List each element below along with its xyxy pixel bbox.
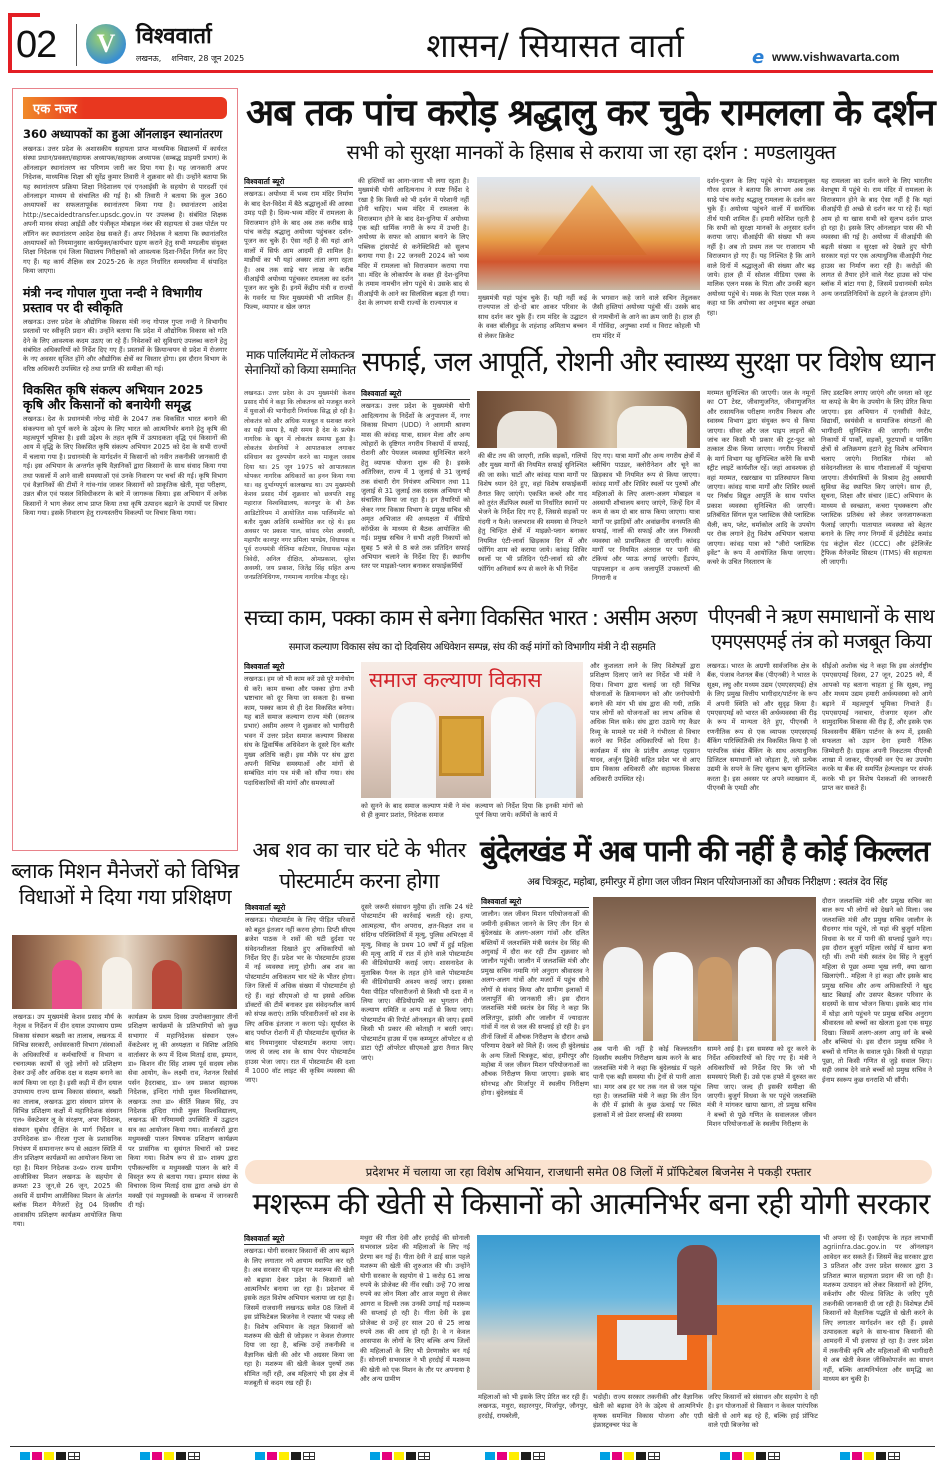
bundelkhand-headline: बुंदेलखंड में अब पानी की नहीं है कोई किल्लत — [480, 834, 929, 868]
color-swatch — [382, 1452, 392, 1460]
color-swatch — [612, 1452, 622, 1460]
registration-mark-group — [140, 1452, 200, 1460]
article-column: के भगवान कहे जाने वाले सचिन तेंदुलकर जैसी हस्तियां अयोध्या पहुंची थीं। उसके बाद से नामचीनों के आने का क्रम जारी है। हाल ही में गोविंदा, अनुष्का शर्मा व विराट कोहली भी राम मंदिर में — [592, 294, 700, 340]
section-title: शासन/ सियासत वार्ता — [426, 26, 684, 65]
block-mission-headline: ब्लाक मिशन मैनेजरों को विभिन्न विधाओं मे दिया गया प्रशिक्षण — [11, 859, 239, 910]
minister-village-photo — [593, 897, 816, 1041]
globe-v-logo: V — [86, 24, 126, 64]
article-column: सीईओ अशोक चंद्र ने कहा कि इस अंतर्राष्ट्रीय एमएसएमई दिवस, 27 जून, 2025 को, मैं आपको यह बताना चाहता हूं कि सूक्ष्म, लघु और मध्यम उद्यम हमारी अर्थव्यवस्था को आगे बढ़ाने में महत्वपूर्ण भूमिका निभाते हैं। एमएसएमई नवाचार, रोजगार सृजन और सामुदायिक विकास की रीढ़ हैं, और इसके एक विश्वसनीय बैंकिंग पार्टनर के रूप में, इसकी सफलता को उड़ान देना हमारी नैतिक जिम्मेदारी है। ग्राहक अपनी निकटतम पीएनबी शाखा में जाकर, पीएनबी वन ऐप का उपयोग करके या बैंक की समर्पित हेल्पलाइन पर संपर्क करके भी इन विशेष पेशकशों की जानकारी प्राप्त कर सकते हैं। — [822, 662, 932, 793]
postmortem-headline: अब शव का चार घंटे के भीतर — [252, 838, 466, 862]
article-column: यह रामलला का दर्शन करने के लिए भारतीय वेशभूषा में पहुंचे थे। राम मंदिर में रामलला के विराजमान होने के बाद ऐसा नहीं है कि यहां वीआईपी ही अच्छे से दर्शन कर पा रहे हैं। यहां आम हो या खास सभी को सुलभ दर्शन प्राप्त हो रहा है। इसके लिए ऑनलाइन पास की भी व्यवस्था की गई है। अयोध्या में वीआईपी की बढ़ती संख्या व सुरक्षा को देखते हुए योगी सरकार यहां पर एक अत्याधुनिक वीआईपी गेस्ट हाउस का निर्माण करा रही है। करोड़ों की लागत से तैयार होने वाले गेस्ट हाउस को पांच ब्लॉक में बांटा गया है, जिसमें प्रधानमंत्री समेत अन्य जनप्रतिनिधियों के ठहरने के इंतजाम होंगे। — [821, 177, 932, 298]
divider — [76, 24, 77, 66]
byline: विश्ववार्ता ब्यूरो — [361, 389, 470, 400]
color-swatch — [864, 1452, 874, 1460]
color-swatch — [140, 1452, 150, 1460]
article-column: महिलाओं को भी इसके लिए प्रेरित कर रही हैं। लखनऊ, मथुरा, सहारनपुर, मिर्जापुर, जौनपुर, हरदोई, रायबरेली, — [478, 1393, 588, 1420]
registration-mark-group — [720, 1452, 780, 1460]
color-swatch — [720, 1452, 730, 1460]
color-swatch — [744, 1452, 754, 1460]
pnb-headline: पीएनबी ने ऋण समाधानों के साथ एमएसएमई तंत्र को मजबूत किया — [708, 604, 934, 653]
color-swatch — [291, 1452, 301, 1460]
felicitation-photo — [361, 662, 583, 798]
sidebar-body: लखनऊ। देश के प्रधानमंत्री नरेन्द्र मोदी के 2047 तक विकसित भारत बनाने की संकल्पना को पूर्ण करने के उद्देश्य के लिए भारत को आत्मनिर्भर बनाने हेतु कृषि की महत्वपूर्ण भूमिका है। इसी उद्देश्य के तहत कृषि में उत्पादकता वृद्धि एवं किसानों की आय में वृद्धि के लिए विकसित कृषि संकल्प अभियान 2025 को देश के सभी राज्यों में चलाया गया है। प्रधानमंत्री के मार्गदर्शन में किसानों को नवीन तकनीकी जानकारी दी गई। इस अभियान के अन्तर्गत कृषि वैज्ञानिकों द्वारा किसानों के साथ संवाद किया गया तथा फसलों में आने वाली समस्याओं एवं उनके निवारण पर चर्चा की गई। कृषि विभाग एवं वैज्ञानिकों की टीमों ने गांव-गांव जाकर किसानों को प्राकृतिक खेती, मृदा परीक्षण, उन्नत बीज एवं फसल विविधीकरण के बारे में जागरूक किया। इस अभियान में अनेक किसानों ने भाग लेकर लाभ प्राप्त किया तथा कृषि उत्पादन बढ़ाने के उपायों पर विचार किया गया। इसके निवारण हेतु राज्यस्तरीय विकल्पों पर विचार किया गया। — [23, 415, 227, 518]
article-column: लखनऊ। उत्तर प्रदेश के उप मुख्यमंत्री केशव प्रसाद मौर्य ने कहा कि लोकतन्त्र को मजबूत करने में युवाओं की भागीदारी निर्णायक सिद्ध हो रही है। लोकतंत्र को और अधिक मजबूत व सशक्त करने का यही समय है, यही समय है देश के प्रत्येक नागरिक के खून में लोकतंत्र समाया हुआ है। लोकतंत्र सेनानियों ने आपातकाल लगाकर संविधान का दुरुपयोग करने का माकूल जवाब दिया था। 25 जून 1975 को आपातकाल थोपकर नागरिक अधिकारों का हनन किया गया था। वह दुर्भाग्यपूर्ण कालखण्ड था। उप मुख्यमंत्री केशव प्रसाद मौर्य शुक्रवार को छत्रपति शाहू महाराज विश्वविद्यालय, कानपुर के बी ठेक आडिटोरियम में आयोजित माक पार्लियामेंट को बतौर मुख्य अतिथि सम्बोधित कर रहे थे। इस अवसर पर प्रकाश पाल, सांसद रमेश अवस्थी, महापौर कानपुर नगर प्रमिला पाण्डेय, विधायक व पूर्व राज्यमंत्री नीलिमा कटियार, विधायक महेश त्रिवेदी, अनिल दीक्षित, ओमप्रकाश, सुरेश अवस्थी, जय प्रकाश, जितेंद्र सिंह सहित अन्य जनप्रतिनिधिगण, गणमान्य नागरिक मौजूद रहे। — [244, 390, 355, 582]
crosshair-mark — [418, 1452, 430, 1460]
color-swatch — [279, 1452, 289, 1460]
byline: विश्ववार्ता ब्यूरो — [244, 1234, 354, 1245]
article-column: दौरान जलशक्ति मंत्री और प्रमुख सचिव का बाल रूप भी लोगों को देखने को मिला। जब जलशक्ति मंत्री और प्रमुख सचिव जालौन के सैदनगर गांव पहुंचे, तो यहां की बुजुर्ग महिला विधवा के घर में पानी की सप्लाई पूछने गए। इस दौरान बुजुर्ग महिला रसोई में खाना बना रही थीं। तभी मंत्री स्वतंत्र देव सिंह ने बुजुर्ग महिला से पूछा अम्मा भूख लगी, क्या खाना खिलाएंगी.. महिला ने हां कहा और इसके बाद प्रमुख सचिव और अन्य अधिकारियों ने खुद खाट बिछाई और उसपर बैठकर परिवार के सदस्यों के साथ भोजन किया। इसके बाद गांव में थोड़ा आगे पहुंचने पर प्रमुख सचिव अनुराग श्रीवास्तव को बच्चों का खेलता हुआ एक समूह दिखा। जिसमें अलग-अलग आयु वर्ग के बच्चे और बच्चियां थे। इस दौरान प्रमुख सचिव ने बच्चों से गणित के सवाल पूछे। किसी से पहाड़ा पूछा, तो किसी गणित से जुड़े सवाल किए। सही जवाब देने वाले बच्चों को प्रमुख सचिव ने ईनाम स्वरूप कुछ धनराशि भी सौंपी। — [822, 897, 932, 1084]
crosshair-mark — [188, 1452, 200, 1460]
color-swatch — [255, 1452, 265, 1460]
color-swatch — [370, 1452, 380, 1460]
article-column: को सुनने के बाद समाज कल्याण मंत्री ने मंच से ही कुमार प्रशांत, निदेशक समाज — [361, 802, 470, 820]
article-column: जरिए किसानों को संसाधन और सहयोग दे रही है। इन योजनाओं से किसान न केवल पारंपरिक खेती से आगे बढ़ रहे हैं, बल्कि हाई प्रॉफिट वाले एग्री बिजनेस को — [708, 1393, 818, 1430]
mushroom-kicker: प्रदेशभर में चलाया जा रहा विशेष अभियान, राजधानी समेत 08 जिलों में प्रॉफिटेबल बिजनेस ने पकड़ी रफ्तार — [245, 1160, 932, 1184]
color-swatch — [756, 1452, 766, 1460]
byline: विश्ववार्ता ब्यूरो — [245, 903, 355, 914]
color-swatch — [485, 1452, 495, 1460]
mushroom-headline: मशरूम की खेती से किसानों को आत्मनिर्भर बना रही योगी सरकार — [252, 1187, 930, 1222]
article-column: लिए डस्टबिन लगाए जाएंगे और जनता को जूट या कपड़े के बैग के उपयोग के लिए प्रेरित किया जाएगा। इस अभियान में एनसीसी कैडेट, विद्यार्थी, स्वयंसेवी व सामाजिक संगठनों की भागीदारी सुनिश्चित की जाएगी। नगरीय निकायों में पार्कों, सड़कों, फुटपाथों व पार्किंग क्षेत्रों से अतिक्रमण हटाने हेतु विशेष अभियान चलाए जाएंगे। निराश्रित गोवंश को संवेदनशीलता के साथ गौशालाओं में पहुंचाया जाएगा। तीर्थयात्रियों के विश्राम हेतु अस्थायी सुविधा केंद्र स्थापित किए जाएंगे। साथ ही, सूचना, शिक्षा और संचार (IEC) अभियान के माध्यम से स्वच्छता, कचरा पृथक्करण और प्लास्टिक प्रतिबंध को लेकर जनजागरूकता फैलाई जाएगी। यातायात व्यवस्था को बेहतर बनाने के लिए नगर निगमों में इंटीग्रेटेड कमांड एंड कंट्रोल सेंटर (ICCC) और इंटेलिजेंट ट्रैफिक मैनेजमेंट सिस्टम (ITMS) की सहायता ली जाएगी। — [821, 389, 932, 567]
color-swatch — [852, 1452, 862, 1460]
registration-mark-group — [840, 1452, 900, 1460]
registration-mark-group — [600, 1452, 660, 1460]
byline: विश्ववार्ता ब्यूरो — [244, 177, 353, 188]
registration-mark-group — [370, 1452, 430, 1460]
crosshair-mark — [648, 1452, 660, 1460]
color-swatch — [176, 1452, 186, 1460]
byline: विश्ववार्ता ब्यूरो — [244, 662, 354, 673]
registration-mark-group — [255, 1452, 315, 1460]
mushroom-farm-photo — [477, 1235, 820, 1390]
article-column: भदोही। राज्य सरकार तकनीकी और वैज्ञानिक खेती को बढ़ावा देने के उद्देश्य से आत्मनिर्भर कृषक समन्वित विकास योजना और एग्री इंफ्रास्ट्रक्चर फंड के — [593, 1393, 703, 1430]
asim-headline: सच्चा काम, पक्का काम से बनेगा विकसित भारत : असीम अरुण — [244, 606, 697, 631]
color-swatch — [636, 1452, 646, 1460]
ram-temple-photo — [477, 177, 700, 290]
article-column: कार्यक्रम के प्रथम दिवस उपरोक्तानुसार तीनों प्रशिक्षण कार्यक्रमों के प्रतिभागियों को कुछ सभागार में महानिदेशक संस्थान एल० वेंकटेश्वर लू की अध्यक्षता व विशिष्ट अतिथि वार्ताकार के रूप में दिव्य मिताई दास, इम्पान, डा० किशन वीर सिंह शाक्य पूर्व सदस्य लोक सेवा आयोग, के० लक्ष्मी राव, नेशनल रिसोर्स पर्सन हैदराबाद, डा० जय प्रकाश सहायक निदेशक, इन्दिरा गांधी मुक्त विश्वविद्यालय, लखनऊ तथा डा० कीर्ति विक्रम सिंह, उप निदेशक इन्दिरा गांधी मुक्त विश्वविद्यालय, लखनऊ की गरिमामयी उपस्थिति में उद्घाटन सत्र का आयोजन किया गया। वार्ताकारों द्वारा मधुमक्खी पालन विषयक प्रशिक्षण कार्यक्रम पर प्रासंगिक या सुसंगत विचारों को प्रकट किया गया। विशेष रूप से डा० शाक्य द्वारा एपीकल्चरिंग व मधुमक्खी पालन के बारे में विस्तृत रूप से बताया गया। इम्पान संस्था के विचारक दिव्य मिताई दास द्वारा अच्छे ढंग से मक्खी एवं मधुमक्खी के सम्बन्ध में जानकारी दी गई। — [128, 1013, 238, 1210]
color-swatch — [509, 1452, 519, 1460]
training-photo — [12, 935, 237, 1009]
article-column: भी अपना रहे हैं। एआईएफ के तहत लाभार्थी agriinfra.dac.gov.in पर ऑनलाइन आवेदन कर सकते हैं। जिसमें केंद्र सरकार द्वारा 3 प्रतिशत और उत्तर प्रदेश सरकार द्वारा 3 प्रतिशत ब्याज सहायता प्रदान की जा रही है। मशरूम उत्पादन को लेकर किसानों को ट्रेनिंग, वर्कशॉप और फील्ड विजिट के जरिए पूरी तकनीकी जानकारी दी जा रही है। विशेषज्ञ टीमें किसानों को वैज्ञानिक पद्धति से खेती करने के लिए लगातार मार्गदर्शन कर रही हैं। इससे उत्पादकता बढ़ने के साथ-साथ किसानों की आमदनी में भी इजाफा हो रहा है। उत्तर प्रदेश में तकनीकी कृषि और महिलाओं की भागीदारी से अब खेती केवल जीविकोपार्जन का साधन नहीं, बल्कि आत्मनिर्भरता और समृद्धि का माध्यम बन चुकी है। — [823, 1234, 933, 1384]
lead-headline: अब तक पांच करोड़ श्रद्धालु कर चुके रामलला के दर्शन — [246, 91, 935, 134]
byline: विश्ववार्ता ब्यूरो — [481, 897, 589, 908]
sidebar-body: लखनऊ। उत्तर प्रदेश के अशासकीय सहायता प्राप्त माध्यमिक विद्यालयों में कार्यरत संस्था प्रधान/प्रवक्ता/सहायक अध्यापक/सहायक अध्यापक (सम्बद्ध प्राइमरी प्रभाग) के ऑनलाइन स्थानांतरण का परिणाम जारी कर दिया गया है। यह जानकारी अपर निदेशक, माध्यमिक शिक्षा श्री सुरेंद्र कुमार तिवारी ने शुक्रवार को दी। उन्होंने बताया कि यह स्थानांतरण प्रक्रिया शिक्षा निदेशालय एवं एनआईसी के सहयोग से पारदर्शी एवं ऑनलाइन माध्यम से संचालित की गई है। श्री तिवारी ने बताया कि कुल 360 अध्यापकों का सफलतापूर्वक स्थानांतरण किया गया है। स्थानांतरण आदेश http://secaidedtransfer.upsdc.gov.in पर उपलब्ध है। संबंधित शिक्षक अपनी मानव संपदा आईडी और पंजीकृत मोबाइल नंबर की सहायता से उक्त पोर्टल पर लॉगिन कर स्थानांतरण आदेश देख सकते हैं। अपर निदेशक ने बताया कि स्थानांतरित अध्यापकों को नियमानुसार कार्यमुक्त/कार्यभार ग्रहण कराने हेतु सभी मण्डलीय संयुक्त शिक्षा निदेशक एवं जिला विद्यालय निरीक्षकों को आवश्यक दिशा-निर्देश निर्गत कर दिए गए हैं। यह कार्य शैक्षिक सत्र 2025-26 के तहत निर्धारित समयसीमा में संपादित किया जाएगा। — [23, 145, 227, 276]
asim-subheadline: समाज कल्याण विकास संघ का दो दिवसिय अधिवेशन सम्पन्न, संघ की कई मांगों को विभागीय मंत्री ने दी सहमति — [288, 642, 656, 653]
article-column: मथुरा की गीता देवी और हरदोई की सोनाली सभरवाल प्रदेश की महिलाओं के लिए नई प्रेरणा बन गई हैं। गीता देवी ने ढाई साल पहले मशरूम की खेती की शुरुआत की थी। उन्होंने योगी सरकार के सहयोग से 1 करोड़ 61 लाख रुपये के प्रोजेक्ट की नींव रखी। उन्हें 70 लाख रुपये का लोन मिला और आज मथुरा से लेकर आगरा व दिल्ली तक उनकी उगाई गई मशरूम की सप्लाई हो रही है। गीता देवी के इस प्रोजेक्ट से उन्हें हर साल 20 से 25 लाख रुपये तक की आय हो रही है। वे न केवल आसपास के लोगों के लिए बल्कि अन्य जिलों की महिलाओं के लिए भी प्रेरणास्रोत बन गई हैं। सोनाली सभरवाल ने भी हरदोई में मशरूम की खेती को एक मिशन के तौर पर अपनाया है और अन्य ग्रामीण — [360, 1234, 470, 1384]
article-column: मरम्मत सुनिश्चित की जाएगी। जल के नमूनों का OT टेस्ट, जीवाणुजनित, जीवाणुजनित और रासायनिक परीक्षण नगरीय निकाय और स्वास्थ्य विभाग द्वारा संयुक्त रूप से किया जाएगा। सीवर और जल पाइप लाइनों की जांच कर किसी भी प्रकार की टूट-फूट को तत्काल ठीक किया जाएगा। नगरीय निकायों के मार्ग विभाग यह सुनिश्चित करेंगे कि सभी स्ट्रीट लाइटें कार्यशील रहें। जहां आवश्यक हो वहां मरम्मत, रखरखाव या प्रतिस्थापन किया जाएगा। कांवड़ यात्रा मार्गों और शिविर स्थलों पर निर्बाध विद्युत आपूर्ति के साथ पर्याप्त प्रकाश व्यवस्था सुनिश्चित की जाएगी। प्रतिबंधित सिंगल यूज प्लास्टिक जैसे प्लास्टिक थैली, कप, प्लेट, थर्माकोल आदि के उपयोग पर रोक लगाने हेतु विशेष अभियान चलाया जाएगा। कांवड़ यात्रा को "जीरो प्लास्टिक इवेंट" के रूप में आयोजित किया जाएगा। कचरे के उचित निस्तारण के — [707, 389, 815, 567]
article-column: दिए गए। यात्रा मार्गों और अन्य नगरीय क्षेत्रों में ब्लीचिंग पाउडर, क्लोरीनेशन और चूने का छिड़काव भी नियमित रूप से किया जाएगा। कांवड़ मार्गों और शिविर स्थलों पर पुरुषों और महिलाओं के लिए अलग-अलग मोबाइल व अस्थायी शौचालय बनाए जाएंगे, जिन्हें दिन में कम से कम दो बार साफ किया जाएगा। यात्रा मार्गों पर झाड़ियों और अवांछनीय वनस्पति की सफाई, नालों की सफाई और जल निकासी व्यवस्था को प्राथमिकता दी जाएगी। कांवड़ मार्गों पर नियमित अंतराल पर पानी की टंकियां और प्याऊ लगाई जाएंगी। हैंडपंप, पाइपलाइन व अन्य जलापूर्ति उपकरणों की निगरानी व — [592, 452, 700, 583]
article-column: विश्ववार्ता ब्यूरो लखनऊ। उत्तर प्रदेश के मुख्यमंत्री योगी आदित्यनाथ के निर्देशों के अनुपालन में, नगर विकास विभाग (UDD) ने आगामी श्रावण मास की कांवड़ यात्रा, सावन मेला और अन्य त्योहारों के दृष्टिगत नगरीय निकायों में सफाई, रोशनी और पेयजल व्यवस्था सुनिश्चित करने हेतु व्यापक योजना शुरू की है। इसके अतिरिक्त, राज्य में 1 जुलाई से 31 जुलाई तक संचारी रोग नियंत्रण अभियान तथा 11 जुलाई से 31 जुलाई तक दस्तक अभियान भी संचालित किया जा रहा है। इन तैयारियों को लेकर नगर विकास विभाग के प्रमुख सचिव श्री अमृत अभिजात की अध्यक्षता में वीडियो कॉन्फ्रेंस के माध्यम से बैठक आयोजित की गई। प्रमुख सचिव ने सभी शहरी निकायों को सुबह 5 बजे से 8 बजे तक प्रतिदिन सफाई अभियान चलाने के निर्देश दिए हैं। स्थानीय स्तर पर माइक्रो-प्लान बनाकर सफाईकर्मियों — [361, 389, 470, 571]
color-swatch — [32, 1452, 42, 1460]
article-column: और कुशलता लाने के लिए विशेषज्ञों द्वारा प्रशिक्षण दिलाए जाने का निर्देश भी मंत्री ने दिया। विभाग द्वारा चलाई जा रही विभिन्न योजनाओं के क्रियान्वयन को और जनोपयोगी बनाने की मांग भी संघ द्वारा की गयी, ताकि पात्र लोगों को योजनाओं का लाभ अधिक से अधिक मिल सके। संघ द्वारा उठाये गए कैडर रिव्यू के मामले पर मंत्री ने गंभीरता से विचार करने का निर्देश अधिकारियों को दिया है। कार्यक्रम में संघ के प्रांतीय अध्यक्ष एहसान यादव, अर्जुन द्विवेदी सहित प्रदेश भर से आए ग्राम विकास अधिकारी और सहायक विकास अधिकारी उपस्थित रहे। — [590, 662, 700, 783]
sidebar-headline: मंत्री नन्द गोपाल गुप्ता नन्दी ने विभागीय प्रस्ताव पर दी स्वीकृति — [23, 284, 202, 315]
masthead-top-accent — [8, 13, 40, 17]
ek-nazar-box — [12, 88, 238, 851]
banner-text: समाज कल्याण विकास — [369, 668, 542, 692]
safai-headline: सफाई, जल आपूर्ति, रोशनी और स्वास्थ्य सुरक्षा पर विशेष ध्यान — [362, 346, 935, 378]
color-swatch — [56, 1452, 66, 1460]
mock-parliament-headline: माक पार्लियामेंट में लोकतन्त्र सेनानियों को किया सम्मानित — [244, 348, 356, 377]
article-column: दर्शन-पूजन के लिए पहुंचे थे। मण्डलायुक्त गौरव दयाल ने बताया कि लगभग अब तक साढ़े पांच करोड़ श्रद्धालु रामलला के दर्शन कर चुके हैं। अयोध्या पहुंचने वालों में सर्वाधिक तीर्थ यात्री शामिल हैं। हमारी कोशिश रहती है कि सभी को सुरक्षा मानकों के अनुसार दर्शन कराया जाए। वीआईपी की संख्या भी कम नहीं है। अब तो प्रथम तल पर राजाराम भी विराजमान हो गए हैं। यह निश्चित है कि आने वाले दिनों में श्रद्धालुओं की संख्या और बढ़ जाये। हाल ही में सोशल मीडिया एक्स के मालिक एलन मस्क के पिता और उनकी बहन अयोध्या पहुंचे थे। मस्क के पिता एरल मस्क ने कहा था कि अयोध्या का अनुभव बहुत अच्छा रहा। — [707, 177, 815, 317]
website-link[interactable]: www.vishwavarta.com — [772, 50, 900, 64]
article-column: विश्ववार्ता ब्यूरो लखनऊ। हम जो भी काम करें उसे पूरे मनोयोग से करें। काम सच्चा और पक्का होगा तभी भ्रष्टाचार को दूर किया जा सकता है। सच्चा काम, पक्का काम से ही देश विकसित बनेगा। यह बातें समाज कल्याण राज्य मंत्री (स्वतन्त्र प्रभार) असीम अरुण ने शुक्रवार को भागीदारी भवन में उत्तर प्रदेश समाज कल्याण विकास संघ के द्विवार्षिक अधिवेशन के दूसरे दिन बतौर मुख्य अतिथि कही। इस मौके पर संघ द्वारा अपनी विभिन्न समस्याओं और मांगों से सम्बंधित मांग पत्र मंत्री को सौंपा गया। संघ पदाधिकारियों की मांगों और समस्याओं — [244, 662, 354, 787]
postmortem-headline: पोस्टमार्टम करना होगा — [279, 869, 439, 893]
color-swatch — [497, 1452, 507, 1460]
color-swatch — [394, 1452, 404, 1460]
crosshair-mark — [533, 1452, 545, 1460]
color-swatch — [164, 1452, 174, 1460]
dateline: लखनऊ, शनिवार, 28 जून 2025 — [136, 54, 245, 63]
crosshair-mark — [888, 1452, 900, 1460]
article-column: विश्ववार्ता ब्यूरो जालौन। जल जीवन मिशन परियोजनाओं की जमीनी हकीकत जानने के लिए तीन दिन से बुंदेलखंड के अलग-अलग गांवों और दलित बस्तियों में जलशक्ति मंत्री स्वतंत्र देव सिंह की अगुवाई में दौरा कर रही टीम शुक्रवार को जालौन पहुंची। जालौन में जलशक्ति मंत्री और प्रमुख सचिव नमामि गंगे अनुराग श्रीवास्तव ने अलग-अलग गांवों और मजरों में पहुंच सीधे लोगों से संवाद किया और ग्रामीण इलाकों में जलापूर्ति की जानकारी ली। इस दौरान जलशक्ति मंत्री स्वतंत्र देव सिंह ने कहा कि ललितपुर, झांसी और जालौन में ज्यादातर गांवों में नल से जल की सप्लाई हो रही है। इन तीनों जिलों में औचक निरीक्षण के दौरान अच्छे परिणाम देखने को मिले हैं। जल्द ही बुंदेलखंड के अन्य जिलों चित्रकूट, बांदा, हमीरपुर और महोबा में जल जीवन मिशन परियोजनाओं का औचक निरीक्षण किया जाएगा। इसके बाद सोनभद्र और मिर्जापुर में स्थलीय निरीक्षण होगा। बुंदेलखंड में — [481, 897, 589, 1098]
sidebar-headline: विकसित कृषि संकल्प अभियान 2025 कृषि और किसानों को बनायेगी समृद्ध — [23, 382, 204, 413]
bundelkhand-subheadline: अब चित्रकूट, महोबा, हमीरपुर में होगा जल जीवन मिशन परियोजनाओं का औचक निरीक्षण : स्वतंत्र देव सिंह — [526, 877, 888, 888]
meeting-photo — [477, 391, 700, 448]
page-number: 02 — [16, 24, 57, 66]
color-swatch — [20, 1452, 30, 1460]
sidebar-body: लखनऊ। उत्तर प्रदेश के औद्योगिक विकास मंत्री नन्द गोपाल गुप्ता नन्दी ने विभागीय प्रस्तावों पर स्वीकृति प्रदान की। उन्होंने बताया कि प्रदेश में औद्योगिक विकास को गति देने के लिए आवश्यक कदम उठाए जा रहे हैं। निवेशकों को सुविधाएं उपलब्ध कराने हेतु संबंधित अधिकारियों को निर्देश दिए गए हैं। प्रस्तावों के क्रियान्वयन से प्रदेश में रोजगार के नए अवसर सृजित होंगे और औद्योगिक क्षेत्रों का विस्तार होगा। इस दौरान विभाग के वरिष्ठ अधिकारी उपस्थित रहे तथा प्रगति की समीक्षा की गई। — [23, 317, 227, 373]
lead-subheadline: सभी को सुरक्षा मानकों के हिसाब से कराया जा रहा दर्शन : मण्डलायुक्त — [346, 140, 836, 164]
browser-e-icon: e — [752, 47, 765, 68]
article-column: मुख्यमंत्री यहां पहुंच चुके हैं। यही नहीं कई राज्यपाल तो दो-दो बार आकर परिवार के साथ दर्शन कर चुके हैं। राम मंदिर के उद्घाटन के वक्त बॉलीवुड के शहंशाह अमिताभ बच्चन से लेकर क्रिकेट — [478, 294, 587, 340]
color-swatch — [267, 1452, 277, 1460]
crosshair-mark — [768, 1452, 780, 1460]
crosshair-mark — [303, 1452, 315, 1460]
article-column: सामने आई है। इस समस्या को दूर करने के निर्देश अधिकारियों को दिए गए हैं। मंत्री ने अधिकारियों को निर्देश दिए कि जो भी समस्याएं मिली हैं। उसे एक हफ्ते में दुरुस्त कर लिया जाए। जल्द ही इसकी समीक्षा की जाएगी। बुजुर्ग विधवा के घर पहुंचे जलशक्ति मंत्री ने मांगकर खाया खाना, तो प्रमुख सचिव ने बच्चों से पूछे गणित के सवालजल जीवन मिशन परियोजनाओं के स्थलीय निरीक्षण के — [707, 1045, 816, 1129]
registration-mark-group — [485, 1452, 545, 1460]
sidebar-headline: 360 अध्यापकों का हुआ ऑनलाइन स्थानांतरण — [23, 127, 223, 141]
article-column: विश्ववार्ता ब्यूरो लखनऊ। अयोध्या में भव्य राम मंदिर निर्माण के बाद देश-विदेश में बैठे श्रद्धालुओं की आस्था उमड़ पड़ी है। दिव्य-भव्य मंदिर में रामलला के विराजमान होने के बाद अब तक करीब साढ़े पांच करोड़ श्रद्धालु अयोध्या पहुंचकर दर्शन-पूजन कर चुके हैं। ऐसा नहीं है की यहां आने वालों में सिर्फ आम आदमी ही शामिल है। मान्नीयों का भी यहां अक्सर तांता लगा रहता है। अब तक साढ़े चार लाख के करीब वीआईपी अयोध्या पहुंचकर रामलला का दर्शन पूजन कर चुके हैं। इनमें केंद्रीय मंत्री व राज्यों के गवर्नर या फिर मुख्यमंत्री भी शामिल हैं। फिल्म, व्यापार व खेल जगत — [244, 177, 353, 312]
article-column: की बीट तय की जाएगी, ताकि सड़कों, गलियों और मुख्य मार्गों की नियमित सफाई सुनिश्चित की जा सके। घाटों और कांवड़ यात्रा मार्गों पर विशेष ध्यान देते हुए, वहां विशेष सफाईकर्मी तैनात किए जाएंगे। एकत्रित कचरे और गाद को तुरंत लैंडफिल स्थलों या निर्धारित स्थानों पर भेजने के निर्देश दिए गए हैं, जिससे सड़कों पर गंदगी न फैले। जलभराव की समस्या से निपटने हेतु चिन्हित क्षेत्रों में माइक्रो-प्लान बनाकर नियमित एंटी-लार्वा छिड़काव दिन में और फॉगिंग शाम को कराया जाये। कांवड़ शिविर स्थलों पर भी प्रतिदिन एंटी-लार्वा स्प्रे और फॉगिंग अनिवार्य रूप से करने के भी निर्देश — [478, 452, 587, 573]
color-swatch — [521, 1452, 531, 1460]
article-column: अब पानी की नहीं है कोई किल्लततीन दिवसीय स्थलीय निरीक्षण खत्म करने के बाद जलशक्ति मंत्री ने कहा कि बुंदेलखंड में पहले पानी एक बड़ी समस्या थी। ट्रेनों से पानी आता था। मगर अब हर घर तक नल से जल पहुंच रहा है। जलशक्ति मंत्री ने कहा कि तीन दिन के दौरे में झांसी के कुछ ऊंचाई पर स्थित इलाकों में लो प्रेशर सप्लाई की समस्या — [593, 1045, 701, 1119]
ek-nazar-tag: एक नजर — [23, 97, 227, 119]
article-column: कल्याण को निर्देश दिया कि इनकी मांगों को पूर्ण किया जाये। कर्मियों के कार्य में — [475, 802, 583, 820]
color-swatch — [732, 1452, 742, 1460]
article-column: दूसरे जरूरी संसाधन मुहैया हों। ताकि 24 घंटे पोस्टमार्टम की कार्रवाई चलती रहे। हत्या, आत्महत्या, यौन अपराध, क्षत-विक्षत शव व संदिग्ध परिस्थितियों में मृत्यु, पुलिस अभिरक्षा में मृत्यु, विवाह के प्रथम 10 वर्षों में हुई महिला की मृत्यु आदि में रात में होने वाले पोस्टमार्टम की वीडियोग्राफी कराई जाए। शासनादेश के मुताबिक पैनल के तहत होने वाले पोस्टमार्टम की वीडियोग्राफी अवश्य कराई जाए। इसका पैसा पीड़ित परिवारीजनों से किसी भी दशा में न लिया जाए। वीडियोग्राफी का भुगतान रोगी कल्याण समिति व अन्य मदों से किया जाए। पोस्टमार्टम की रिपोर्ट ऑनलाइन की जाए। इसमें किसी भी प्रकार की कोताही न बरती जाए। पोस्टमार्टम हाउस में एक कम्प्यूटर ऑपरेटर व दो डाटा एंट्री ऑपरेटर सीएमओ द्वारा तैनात किए जाएं। — [361, 903, 473, 1062]
color-swatch — [840, 1452, 850, 1460]
color-swatch — [44, 1452, 54, 1460]
color-swatch — [152, 1452, 162, 1460]
crosshair-mark — [68, 1452, 80, 1460]
article-column: विश्ववार्ता ब्यूरो लखनऊ। योगी सरकार किसानों की आय बढ़ाने के लिए लगातार नये आयाम स्थापित कर रही है। अब सरकार की पहल पर मशरूम की खेती को बढ़ावा देकर प्रदेश के किसानों को आत्मनिर्भर बनाया जा रहा है। प्रदेशभर में इसके तहत विशेष अभियान चलाया जा रहा है। जिसमें राजधानी लखनऊ समेत 08 जिलों में इस प्रॉफिटेबल बिजनेस ने रफ्तार भी पकड़ ली है। विशेष अभियान के तहत किसानों को मशरूम की खेती से जोड़कर न केवल रोजगार दिया जा रहा है, बल्कि उन्हें तकनीकी व वैज्ञानिक खेती की ओर भी अग्रसर किया जा रहा है। मशरूम की खेती केवल पुरुषों तक सीमित नहीं रही, अब महिलाएं भी इस क्षेत्र में मजबूती से कदम रख रही हैं। — [244, 1234, 354, 1388]
color-swatch — [406, 1452, 416, 1460]
registration-mark-group — [20, 1452, 80, 1460]
article-column: की हस्तियों का आना-जाना भी लगा रहता है। मुख्यमंत्री योगी आदित्यनाथ ने स्पष्ट निर्देश दे रखा है कि किसी को भी दर्शन में परेशानी नहीं होनी चाहिए। भव्य मंदिर में रामलला के विराजमान होने के बाद देश-दुनिया में अयोध्या एक बड़ी धार्मिक नगरी के रूप में उभरी है। अयोध्या के सफर को आसान बनाने के लिए पब्लिक ट्रांसपोर्ट से कनेक्टिविटी को सुलभ बनाया गया है। 22 जनवरी 2024 को भव्य मंदिर में रामलला को विराजमान कराया गया था। मंदिर के लोकार्पण के वक्त ही देश-दुनिया के तमाम नामचीन लोग पहुंचे थे। उसके बाद से वीआईपी के आने का सिलसिला बढ़ता ही गया। देश के लगभग सभी राज्यों के राज्यपाल व — [358, 177, 469, 308]
color-swatch — [600, 1452, 610, 1460]
footer-rule — [10, 1446, 935, 1447]
brand-name: विश्ववार्ता — [136, 24, 212, 49]
color-swatch — [624, 1452, 634, 1460]
article-column: विश्ववार्ता ब्यूरो लखनऊ। पोस्टमार्टम के लिए पीड़ित परिवारों को बहुत इंतजार नहीं करना होगा। डिप्टी सीएम ब्रजेश पाठक ने शवों की घटी दुर्दशा पर संवेदनशीलता दिखाते हुए अधिकारियों को निर्देश दिए हैं। प्रदेश भर के पोस्टमार्टम हाउस में नई व्यवस्था लागू होगी। अब शव का पोस्टमार्टम अधिकतम चार घंटे के भीतर होगा। जिन जिलों में अधिक संख्या में पोस्टमार्टम हो रहे हैं। वहां सीएमओ दो या इससे अधिक डॉक्टरों की टीमें बनाकर इस संवेदनशील कार्य को संपन्न कराएं। ताकि परिवारीजनों को शव के लिए अधिक इंतजार न करना पड़े। सूर्यास्त के बाद पर्याप्त रोशनी में ही पोस्टमार्टम सूर्यास्त के बाद नियमानुसार पोस्टमार्टम कराया जाए। जल्द से जल्द शव के साथ पेपर पोस्टमार्टम हाउस भेजा जाए। रात में पोस्टमार्टम की दशा में 1000 वॉट लाइट की कृत्रिम व्यवस्था की जाए। — [245, 903, 355, 1085]
article-column: लखनऊ। भारत के अग्रणी सार्वजनिक क्षेत्र के बैंक, पंजाब नेशनल बैंक (पीएनबी) ने भारत के सूक्ष्म, लघु और मध्यम उद्यम (एमएसएमई) क्षेत्र के लिए प्रमुख वित्तीय भागीदार/पार्टनर के रूप में अपनी स्थिति को और सुदृढ़ किया है। एमएसएमई को भारत की अर्थव्यवस्था की रीढ़ के रूप में मान्यता देते हुए, पीएनबी ने रणनीतिक रूप से एक व्यापक एमएसएमई बैंकिंग पारिस्थितिकी तंत्र विकसित किया है जो पारंपरिक संबंध बैंकिंग के साथ अत्याधुनिक डिजिटल समाधानों को जोड़ता है, जो प्रत्येक उद्यमी के सपने के लिए सुलभ ऋण सुनिश्चित करता है। इस अवसर पर अपने व्याख्यान में, पीएनबी के एमडी और — [707, 662, 817, 793]
color-swatch — [876, 1452, 886, 1460]
article-column: लखनऊ। उप मुख्यमंत्री केशव प्रसाद मौर्य के नेतृत्व व निर्देशन में दीन दयाल उपाध्याय ग्राम्य विकास संस्थान बख्शी का तालाब, लखनऊ में विभिन्न सरकारी, अर्धसरकारी विभाग /संस्थाओं के अधिकारियों व कर्मचारियों व विभाग व रचनात्मक कार्यों से जुड़े लोगों को प्रशिक्षण देकर उन्हें और अधिक दक्ष व सक्षम बनाने का कार्य किया जा रहा है। इसी कड़ी में दीन दयाल उपाध्याय राज्य ग्राम्य विकास संस्थान, बख्शी का तालाब, लखनऊ द्वारा संस्थान प्रांगण के विभिन्न प्रशिक्षण कक्षों में महानिदेशक संस्थान एल० वेंकटेश्वर लू के संरक्षण, अपर निदेशक, संस्थान सुबोध दीक्षित के मार्ग निर्देशन व उपनिदेशक डा० नीरजा गुप्ता के प्रशासनिक नियंत्रण में समानान्तर रूप से अद्यतन स्थिति में तीन प्रशिक्षण कार्यक्रमों का आयोजन किया जा रहा है। मिशन निदेशक उ०प्र० राज्य ग्रामीण आजीविका मिशन लखनऊ के सहयोग से क्रमशः 23 जून,से 26 जून, 2025 की अवधि में ग्रामीण आजीविका मिशन के अंतर्गत ब्लॉक मिशन मैनेजरों हेतु 04 दिवसीय आवासीय प्रशिक्षण कार्यक्रम आयोजित किया गया। — [13, 1013, 122, 1228]
